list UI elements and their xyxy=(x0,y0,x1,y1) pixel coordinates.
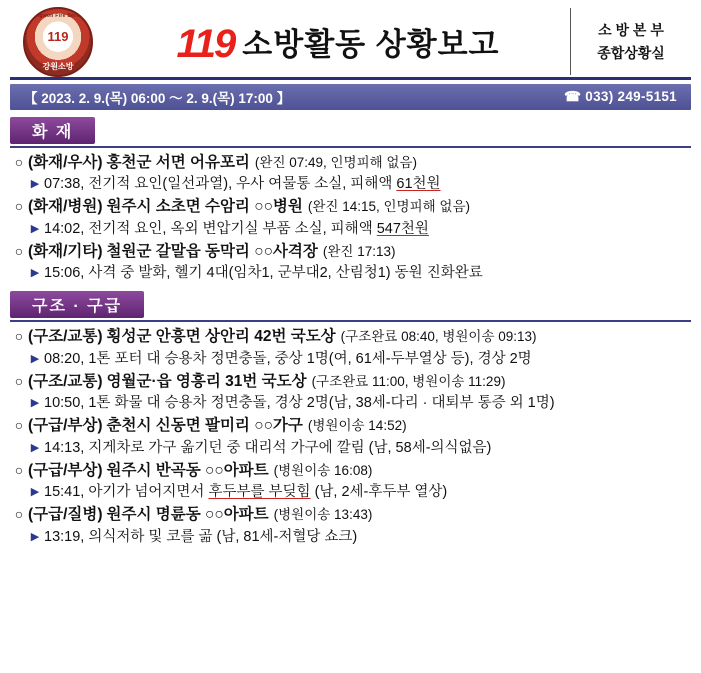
incident-location: 홍천군 서면 어유포리 xyxy=(106,154,250,171)
incident-status: (구조완료 08:40, 병원이송 09:13) xyxy=(340,329,537,345)
incident-entry xyxy=(10,415,691,458)
detail-prefix: 14:02, 전기적 요인, 옥외 변압기실 부품 소실, 피해액 xyxy=(44,220,377,237)
period-bar xyxy=(10,84,691,110)
incident-location: 원주시 소초면 수암리 ○○병원 xyxy=(106,198,303,216)
triangle-bullet-icon: ▶ xyxy=(30,222,40,235)
incident-detail-text xyxy=(44,527,357,548)
section-tag: 화 재 xyxy=(10,117,95,144)
incident-detail-text xyxy=(44,482,447,503)
incident-status: (병원이송 16:08) xyxy=(273,462,373,478)
detail-suffix: (남, 2세-후두부 열상) xyxy=(310,484,448,501)
incident-location: 영월군·읍 영흥리 31번 국도상 xyxy=(106,372,307,390)
incident-detail xyxy=(10,263,691,284)
incident-category: (구조/교통) xyxy=(28,328,103,346)
incident-location: 철원군 갈말읍 동막리 ○○사격장 xyxy=(106,242,318,260)
incident-status: (완진 14:15, 인명피해 없음) xyxy=(307,199,470,215)
incident-location: 원주시 반곡동 ○○아파트 xyxy=(106,461,269,479)
phone-number: 033) 249-5151 xyxy=(585,89,677,104)
incident-detail xyxy=(10,482,691,503)
circle-bullet-icon: ○ xyxy=(14,372,24,389)
detail-prefix: 08:20, 1톤 포터 대 승용차 정면충돌, 중상 1명(여, 61세-두부열상 등), 경상 2명 xyxy=(44,350,532,367)
detail-prefix: 15:06, 사격 중 발화, 헬기 4대(임차1, 군부대2, 산림청1) 동원 진화완료 xyxy=(44,265,483,282)
detail-prefix: 10:50, 1톤 화물 대 승용차 정면충돌, 경상 2명(남, 38세-다리 · 대퇴부 통증 외 1명) xyxy=(44,395,555,412)
incident-headline xyxy=(10,241,691,263)
incident-detail-text xyxy=(44,438,491,459)
circle-bullet-icon: ○ xyxy=(14,328,24,345)
incident-detail-text xyxy=(44,174,441,195)
contact-phone xyxy=(564,89,677,105)
incident-detail xyxy=(10,527,691,548)
section-divider xyxy=(10,320,691,322)
detail-highlight: 61천원 xyxy=(396,176,441,193)
triangle-bullet-icon: ▶ xyxy=(30,486,40,499)
triangle-bullet-icon: ▶ xyxy=(30,441,40,454)
fire-service-emblem xyxy=(10,8,106,75)
section-header xyxy=(10,291,691,318)
issuing-office xyxy=(570,8,691,75)
emblem-top-text: Gangwon Fire Service xyxy=(28,12,88,19)
incident-location: 춘천시 신동면 팔미리 ○○가구 xyxy=(106,417,303,435)
phone-icon: ☎ xyxy=(564,89,582,104)
report-period: 【 2023. 2. 9.(목) 06:00 ～ 2. 9.(목) 17:00 】 xyxy=(24,91,291,106)
document-header xyxy=(10,8,691,80)
office-line-1: 소 방 본 부 xyxy=(598,22,664,39)
triangle-bullet-icon: ▶ xyxy=(30,530,40,543)
incident-status: (완진 07:49, 인명피해 없음) xyxy=(254,155,418,170)
incident-category: (구조/교통) xyxy=(28,372,103,390)
incident-location: 원주시 명륜동 ○○아파트 xyxy=(106,506,269,524)
incident-category: (구급/부상) xyxy=(28,417,103,435)
circle-bullet-icon: ○ xyxy=(14,154,24,170)
incident-status: (병원이송 14:52) xyxy=(307,418,407,434)
incident-category: (화재/병원) xyxy=(28,198,103,216)
incident-status: (병원이송 13:43) xyxy=(273,507,373,523)
detail-highlight: 후두부를 부딪힘 xyxy=(208,484,311,501)
incident-detail xyxy=(10,174,691,195)
emblem-bottom-text: 강원소방 xyxy=(42,61,74,71)
page-title: 소방활동 상황보고 xyxy=(242,27,500,62)
detail-prefix: 15:41, 아기가 넘어지면서 xyxy=(44,484,209,501)
incident-headline xyxy=(10,326,691,348)
incident-headline xyxy=(10,460,691,482)
incident-detail xyxy=(10,393,691,414)
incident-category: (구급/질병) xyxy=(28,506,103,524)
title-block xyxy=(106,8,570,75)
incident-headline xyxy=(10,152,691,174)
detail-prefix: 13:19, 의식저하 및 코를 곪 (남, 81세-저혈당 쇼크) xyxy=(44,528,358,545)
circle-bullet-icon: ○ xyxy=(14,417,24,434)
triangle-bullet-icon: ▶ xyxy=(30,397,40,410)
emblem-mid-text: 119 xyxy=(47,28,69,44)
section-header xyxy=(10,117,691,144)
incident-detail xyxy=(10,349,691,370)
incident-detail-text xyxy=(44,263,483,284)
logo-119-icon: 119 xyxy=(176,21,235,66)
incident-category: (화재/기타) xyxy=(28,242,103,260)
detail-highlight: 547천원 xyxy=(376,220,429,237)
report-sections xyxy=(10,117,691,548)
incident-headline xyxy=(10,415,691,437)
incident-status: (구조완료 11:00, 병원이송 11:29) xyxy=(311,373,506,389)
incident-entry xyxy=(10,152,691,195)
circle-bullet-icon: ○ xyxy=(14,242,24,259)
section-tag: 구조 · 구급 xyxy=(10,291,144,318)
incident-detail-text xyxy=(44,219,429,240)
triangle-bullet-icon: ▶ xyxy=(30,267,40,280)
incident-headline xyxy=(10,196,691,218)
incident-detail-text xyxy=(44,393,555,414)
incident-entry xyxy=(10,196,691,239)
detail-prefix: 14:13, 지게차로 가구 옮기던 중 대리석 가구에 깔림 (남, 58세-의식없음) xyxy=(44,439,492,456)
office-line-2: 종합상황실 xyxy=(597,44,665,61)
incident-location: 횡성군 안흥면 상안리 42번 국도상 xyxy=(106,328,336,346)
incident-entry xyxy=(10,504,691,547)
circle-bullet-icon: ○ xyxy=(14,461,24,478)
circle-bullet-icon: ○ xyxy=(14,506,24,523)
incident-entry xyxy=(10,460,691,503)
triangle-bullet-icon: ▶ xyxy=(30,178,40,191)
incident-headline xyxy=(10,371,691,393)
incident-category: (구급/부상) xyxy=(28,461,103,479)
section-divider xyxy=(10,146,691,148)
incident-detail xyxy=(10,219,691,240)
incident-detail-text xyxy=(44,349,532,370)
incident-status: (완진 17:13) xyxy=(322,243,396,259)
triangle-bullet-icon: ▶ xyxy=(30,352,40,365)
incident-entry xyxy=(10,326,691,369)
emblem-icon xyxy=(23,7,93,77)
incident-detail xyxy=(10,438,691,459)
incident-category: (화재/우사) xyxy=(28,154,103,171)
incident-entry xyxy=(10,241,691,284)
incident-entry xyxy=(10,371,691,414)
incident-headline xyxy=(10,504,691,526)
circle-bullet-icon: ○ xyxy=(14,198,24,215)
detail-prefix: 07:38, 전기적 요인(일선과열), 우사 여물통 소실, 피해액 xyxy=(44,176,397,193)
